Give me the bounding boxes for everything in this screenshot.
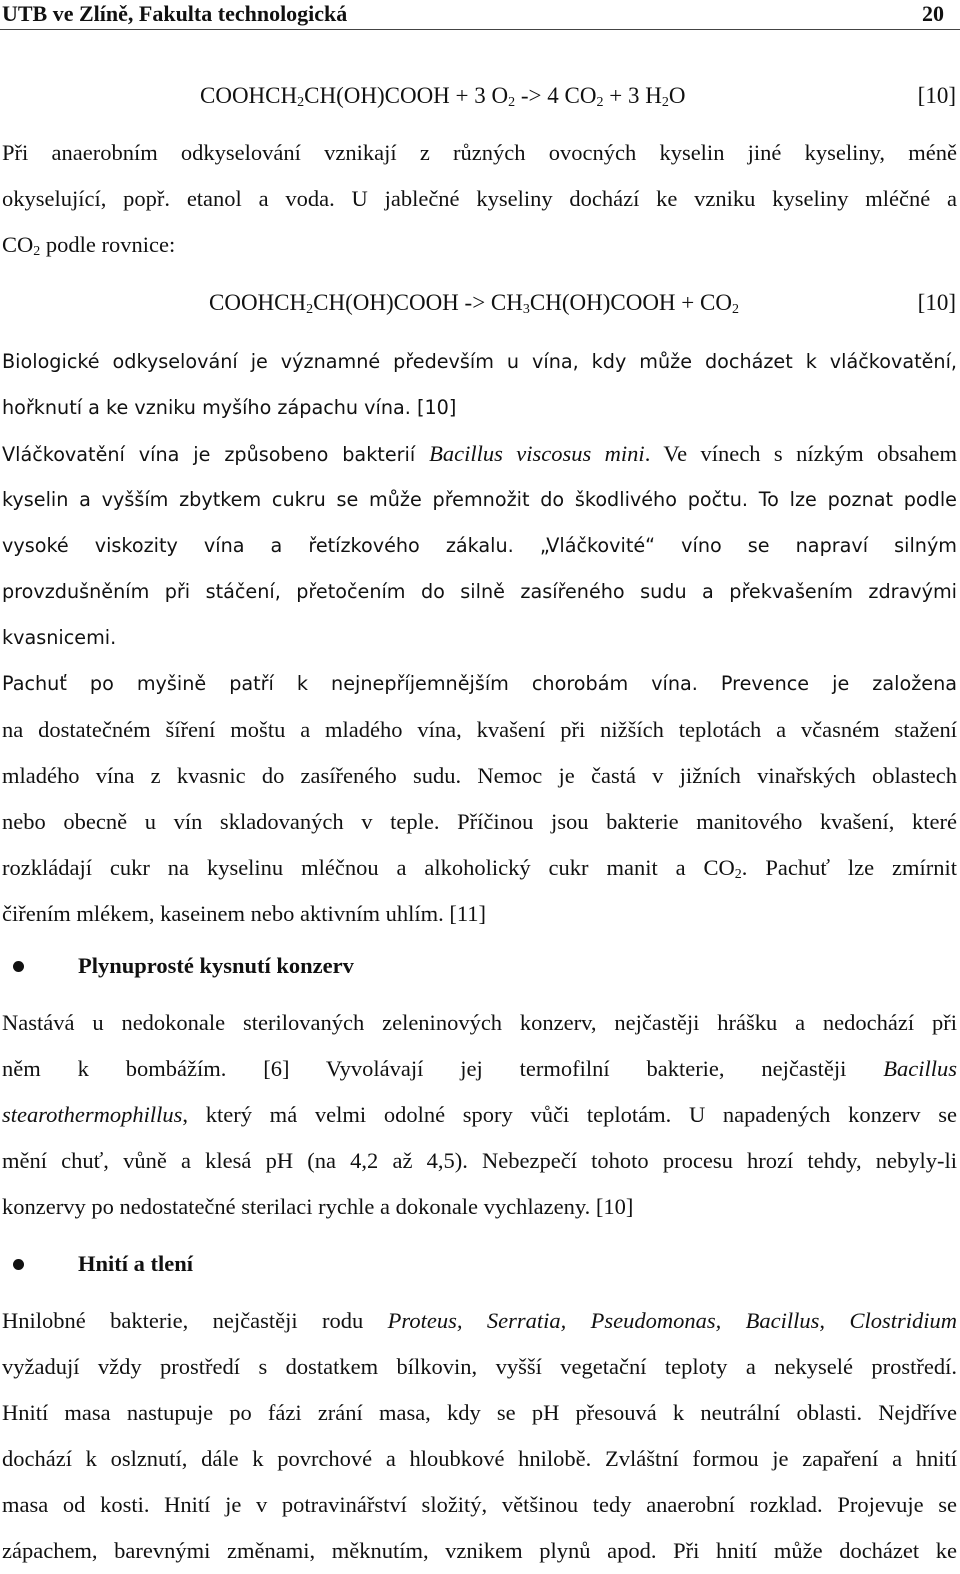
text-line: Biologické odkyselování je významné především u vína, kdy může docházet k vláčkovatění, xyxy=(2,350,957,373)
equation-2-formula: $COOHCH_2CH(OH)COOH$ -> $CH_3CH(OH)COOH + CO_2$ xyxy=(209,290,739,317)
text-line: nebo obecně u vín skladovaných v teple. Příčinou jsou bakterie manitového kvašení, které xyxy=(2,809,957,834)
text-line: Při anaerobním odkyselování vznikají z různých ovocných kyselin jiné kyseliny, méně xyxy=(2,140,957,165)
text-line: Hnití masa nastupuje po fázi zrání masa, kdy se pH přesouvá k neutrální oblasti. Nejdříve xyxy=(2,1400,957,1425)
paragraph-anaerobic xyxy=(2,130,957,268)
text-line: okyselující, popř. etanol a voda. U jablečné kyseliny dochází ke vzniku kyseliny mléčné a xyxy=(2,186,957,211)
text-line: provzdušněním při stáčení, přetočením do silně zasířeného sudu a překvašením zdravými xyxy=(2,580,957,603)
text-line: vysoké viskozity vína a řetízkového zákalu. „Vláčkovité“ víno se napraví silným xyxy=(2,534,957,557)
text-line: Nastává u nedokonale sterilovaných zeleninových konzerv, nejčastěji hrášku a nedochází při xyxy=(2,1010,957,1035)
text-line: něm k bombážím. [6] Vyvolávají jej termofilní bakterie, nejčastěji Bacillus xyxy=(2,1056,957,1081)
text-line: Pachuť po myšině patří k nejnepříjemnějším chorobám vína. Prevence je založena xyxy=(2,672,957,695)
text-line: $CO_2$ podle rovnice: xyxy=(2,232,176,259)
equation-1 xyxy=(0,76,960,116)
paragraph-flat-sour xyxy=(2,1000,957,1230)
page-header xyxy=(0,0,960,32)
text-line: masa od kosti. Hnití je v potravinářství složitý, většinou tedy anaerobní rozklad. Projevuje se xyxy=(2,1492,957,1517)
text-line: kvasnicemi. xyxy=(2,626,117,649)
text-line: dochází k oslznutí, dále k povrchové a hloubkové hnilobě. Zvláštní formou je zapaření a hnití xyxy=(2,1446,957,1471)
text-line: konzervy po nedostatečné sterilaci rychle a dokonale vychlazeny. [10] xyxy=(2,1194,634,1219)
text-line: čiřením mlékem, kaseinem nebo aktivním uhlím. [11] xyxy=(2,901,487,926)
text-line: zápachem, barevnými změnami, měknutím, vznikem plynů apod. Při hnití může docházet ke xyxy=(2,1538,957,1563)
bullet-icon xyxy=(13,1259,24,1270)
text-line: vyžadují vždy prostředí s dostatkem bílkovin, vyšší vegetační teploty a nekyselé prostředí. xyxy=(2,1354,957,1379)
text-line: mladého vína z kvasnic do zasířeného sudu. Nemoc je častá v jižních vinařských oblastech xyxy=(2,763,957,788)
text-line: hořknutí a ke vzniku myšího zápachu vína. [10] xyxy=(2,396,457,419)
text-line: Vláčkovatění vína je způsobeno bakterií Bacillus viscosus mini. Ve vínech s nízkým obsahem xyxy=(2,441,957,466)
equation-2 xyxy=(0,283,960,323)
paragraph-biological xyxy=(2,339,957,431)
section-title: Hnití a tlení xyxy=(78,1251,194,1276)
equation-1-reference: [10] xyxy=(917,83,956,108)
equation-2-reference: [10] xyxy=(917,290,956,315)
bullet-icon xyxy=(13,961,24,972)
equation-1-formula: $COOHCH_2CH(OH)COOH + 3$ $O_2 -> 4$ $CO_2 + 3$ $H_2O$ xyxy=(200,83,686,110)
header-divider xyxy=(0,29,960,30)
text-line: stearothermophillus, který má velmi odolné spory vůči teplotám. U napadených konzerv se xyxy=(2,1102,957,1127)
text-line: rozkládají cukr na kyselinu mléčnou a alkoholický cukr manit a $CO_2$. Pachuť lze zmírnit xyxy=(2,855,957,882)
paragraph-viscous xyxy=(2,431,957,937)
text-line: mění chuť, vůně a klesá pH (na 4,2 až 4,5). Nebezpečí tohoto procesu hrozí tehdy, nebyly-li xyxy=(2,1148,957,1173)
page-number: 20 xyxy=(922,1,944,26)
header-title: UTB ve Zlíně, Fakulta technologická xyxy=(2,1,348,26)
text-line: kyselin a vyšším zbytkem cukru se může přemnožit do škodlivého počtu. To lze poznat podle xyxy=(2,488,957,511)
section-title: Plynuprosté kysnutí konzerv xyxy=(78,953,354,978)
text-line: na dostatečném šíření moštu a mladého vína, kvašení při nižších teplotách a včasném stažení xyxy=(2,717,957,742)
text-line: Hnilobné bakterie, nejčastěji rodu Proteus, Serratia, Pseudomonas, Bacillus, Clostridium xyxy=(2,1308,957,1333)
paragraph-putrefaction xyxy=(2,1298,957,1574)
